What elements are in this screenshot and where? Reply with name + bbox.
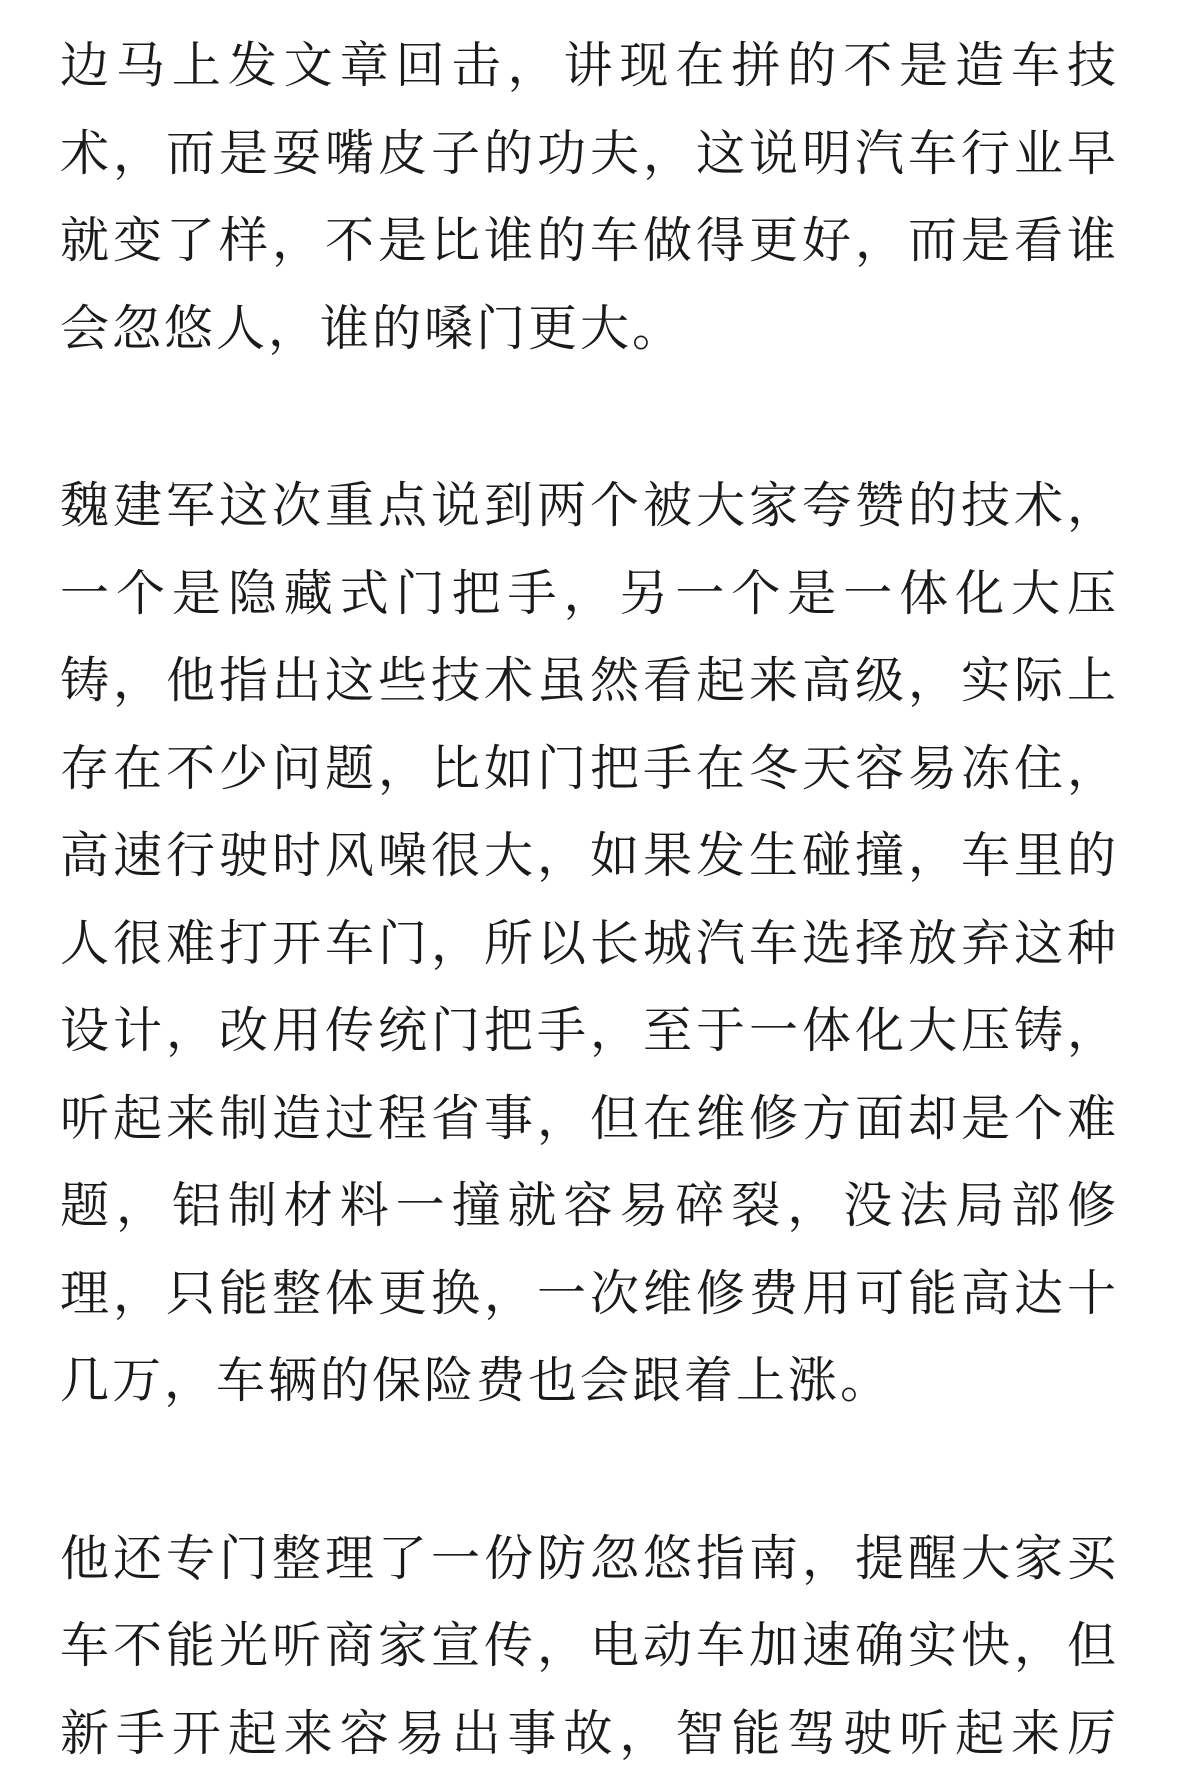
text-line: 新手开起来容易出事故，智能驾驶听起来厉 (60, 1690, 1119, 1777)
text-line: 人很难打开车门，所以长城汽车选择放弃这种 (60, 900, 1119, 988)
text-line: 车不能光听商家宣传，电动车加速确实快，但 (60, 1602, 1119, 1690)
paragraph-2 (60, 462, 1119, 1425)
text-line: 魏建军这次重点说到两个被大家夸赞的技术， (60, 462, 1119, 550)
text-line: 他还专门整理了一份防忽悠指南，提醒大家买 (60, 1515, 1119, 1603)
text-line: 一个是隐藏式门把手，另一个是一体化大压 (60, 550, 1119, 638)
text-line: 听起来制造过程省事，但在维修方面却是个难 (60, 1075, 1119, 1163)
text-line: 会忽悠人，谁的嗓门更大。 (60, 285, 1119, 373)
text-line: 题，铝制材料一撞就容易碎裂，没法局部修 (60, 1162, 1119, 1250)
text-line: 存在不少问题，比如门把手在冬天容易冻住， (60, 725, 1119, 813)
text-line: 几万，车辆的保险费也会跟着上涨。 (60, 1337, 1119, 1425)
paragraph-1 (60, 22, 1119, 372)
text-line: 铸，他指出这些技术虽然看起来高级，实际上 (60, 637, 1119, 725)
paragraph-3 (60, 1515, 1119, 1777)
text-line: 高速行驶时风噪很大，如果发生碰撞，车里的 (60, 812, 1119, 900)
text-line: 术，而是耍嘴皮子的功夫，这说明汽车行业早 (60, 110, 1119, 198)
article-body (60, 22, 1119, 1777)
text-line: 就变了样，不是比谁的车做得更好，而是看谁 (60, 197, 1119, 285)
text-line: 边马上发文章回击，讲现在拼的不是造车技 (60, 22, 1119, 110)
text-line: 设计，改用传统门把手，至于一体化大压铸， (60, 987, 1119, 1075)
text-line: 理，只能整体更换，一次维修费用可能高达十 (60, 1250, 1119, 1338)
